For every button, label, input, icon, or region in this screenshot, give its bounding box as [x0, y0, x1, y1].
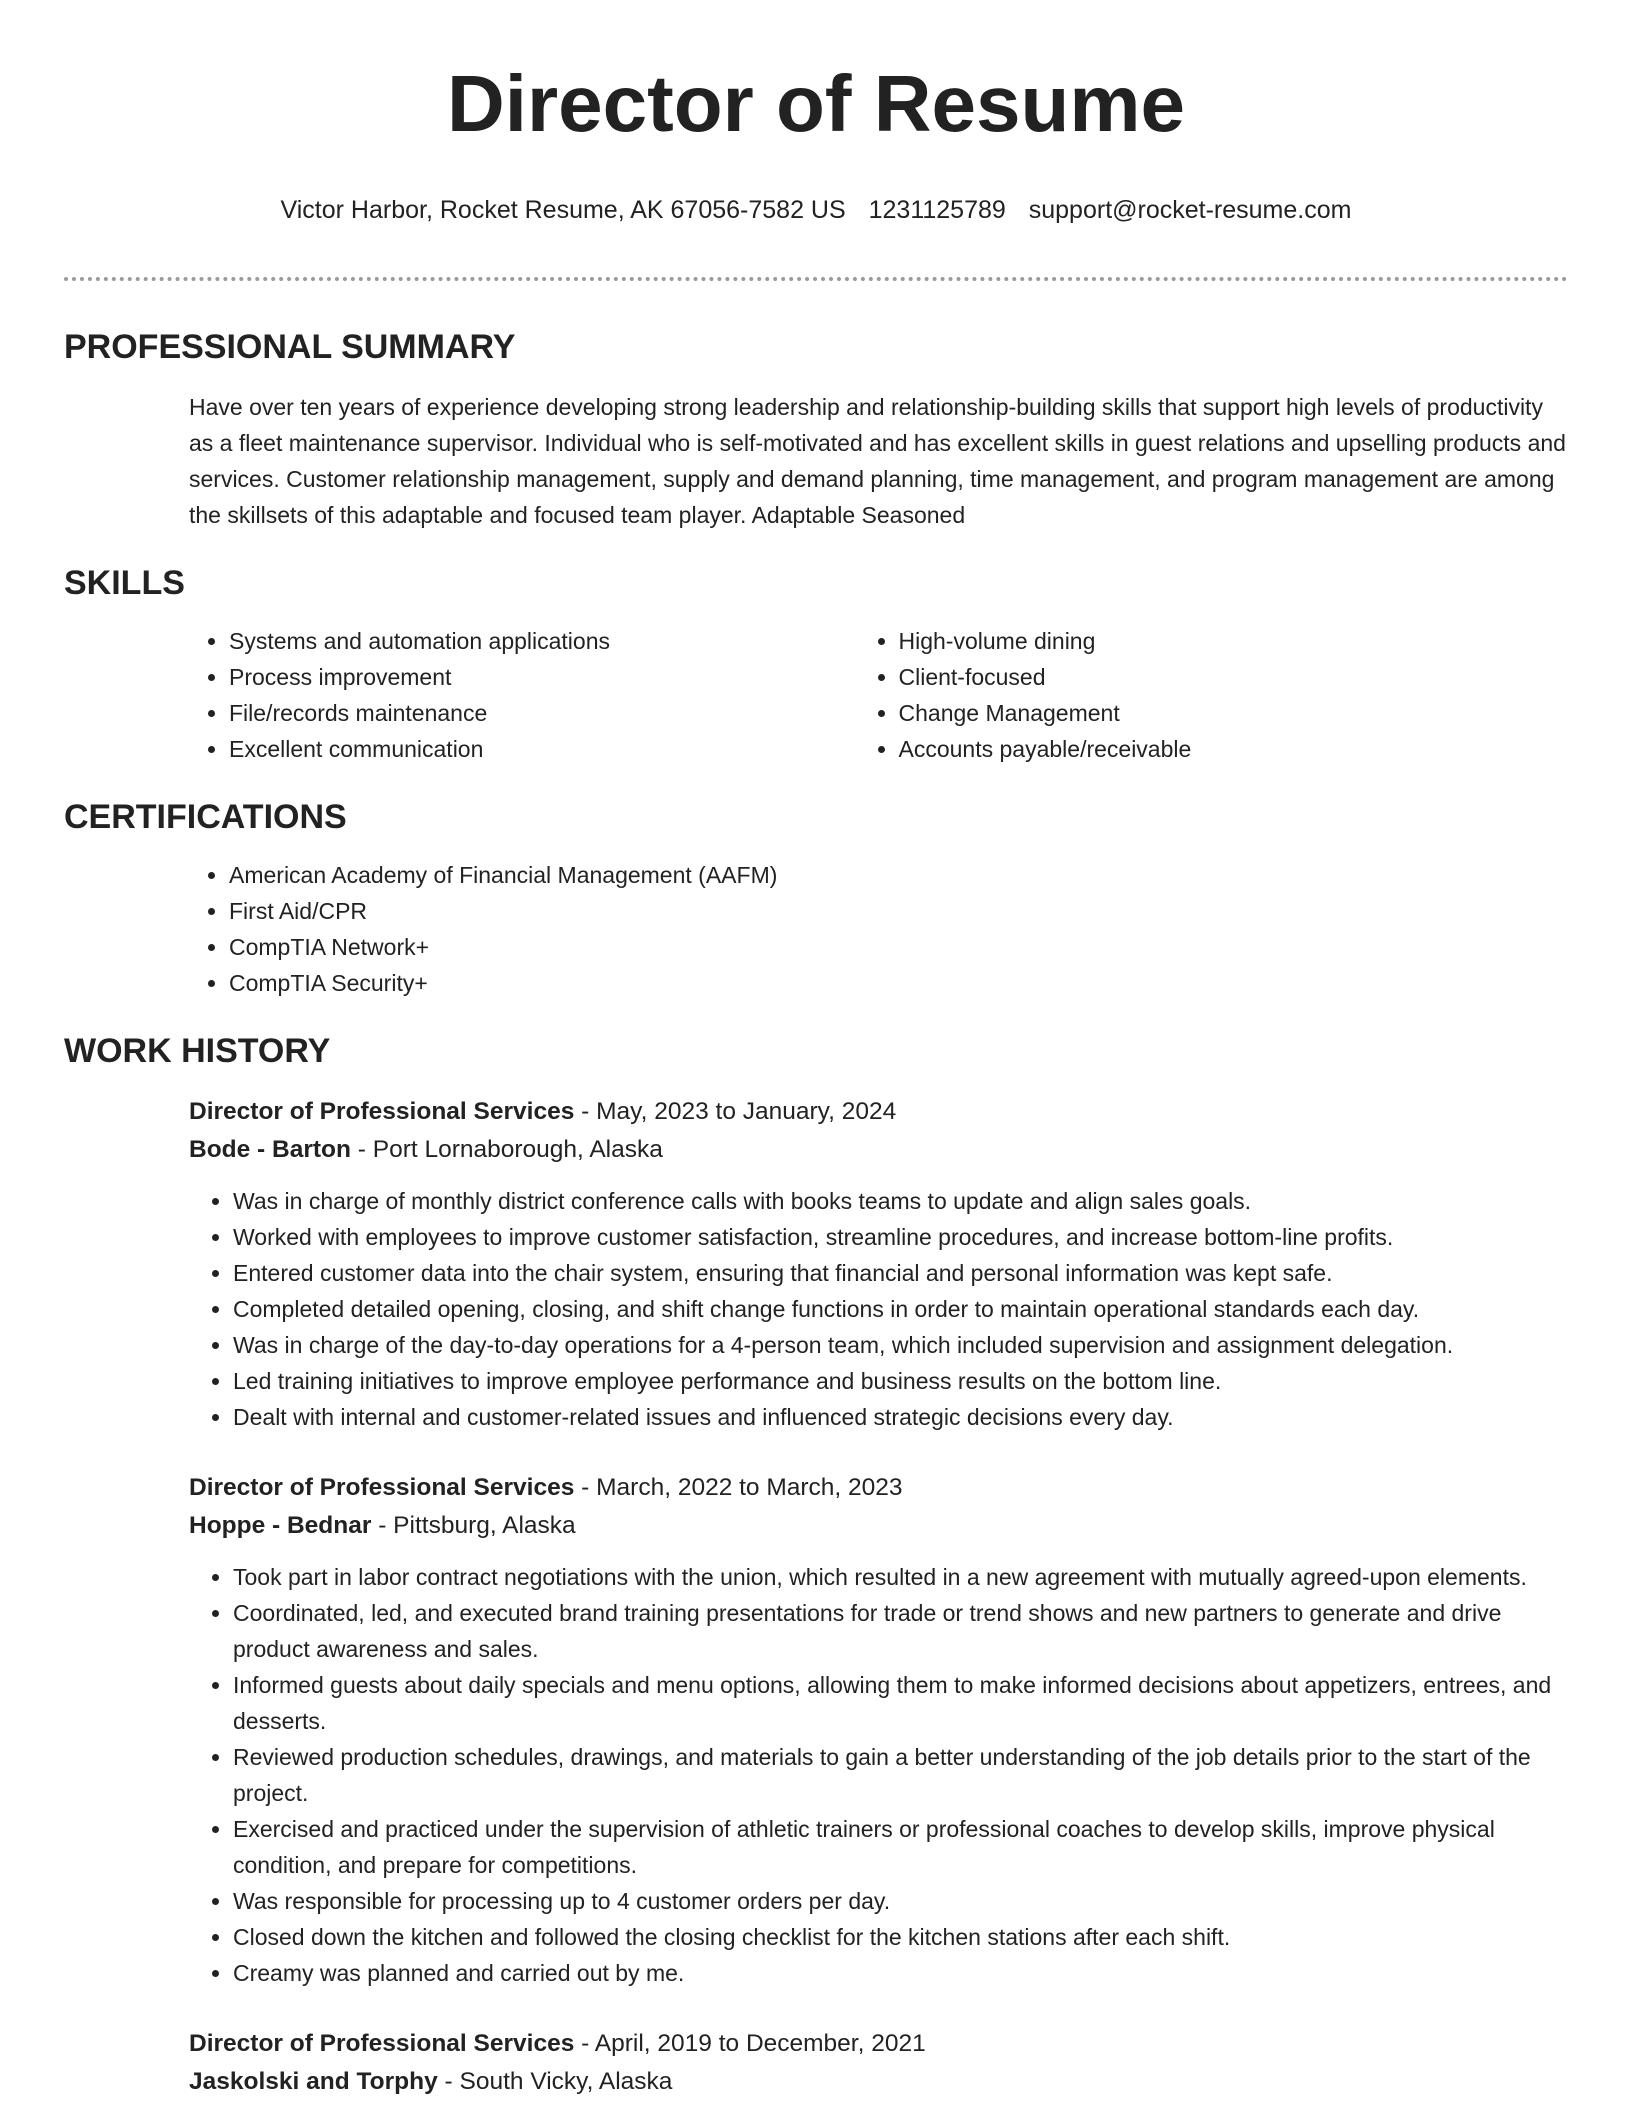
- certifications-section: [64, 797, 1568, 1001]
- list-item: • Completed detailed opening, closing, and shift change functions in order to maintain operational standards each day.: [233, 1291, 1568, 1327]
- job-entry: [189, 2025, 1568, 2101]
- list-item: • CompTIA Network+: [229, 929, 1568, 965]
- job-company-line: [189, 2063, 1568, 2101]
- list-item: • Entered customer data into the chair system, ensuring that financial and personal information was kept safe.: [233, 1255, 1568, 1291]
- job-role-line: [189, 1093, 1568, 1131]
- job-company-line: [189, 1507, 1568, 1545]
- job-role: Director of Professional Services: [189, 2030, 575, 2057]
- work-history-title: WORK HISTORY: [64, 1032, 331, 1070]
- job-role-line: [189, 1469, 1568, 1507]
- list-item: • Systems and automation applications: [229, 623, 899, 659]
- job-company: Hoppe - Bednar: [189, 1512, 372, 1539]
- work-history-section: [64, 1031, 1568, 2101]
- job-location: - Pittsburg, Alaska: [371, 1512, 576, 1539]
- skills-left-list: [229, 623, 899, 767]
- job-role: Director of Professional Services: [189, 1098, 575, 1125]
- job-role-line: [189, 2025, 1568, 2063]
- list-item: • Accounts payable/receivable: [899, 731, 1569, 767]
- list-item: • Took part in labor contract negotiations with the union, which resulted in a new agreement with mutually agreed-upon elements.: [233, 1559, 1568, 1595]
- job-bullets: [189, 1183, 1568, 1435]
- list-item: • Reviewed production schedules, drawings, and materials to gain a better understanding of the job details prior to the start of the project.: [233, 1739, 1568, 1811]
- list-item: • CompTIA Security+: [229, 965, 1568, 1001]
- job-entry: [189, 1093, 1568, 1435]
- resume-header: [0, 0, 1632, 226]
- candidate-name: Director of Resume: [447, 59, 1185, 148]
- skills-section: [64, 563, 1568, 767]
- skills-columns: [229, 623, 1568, 767]
- contact-email[interactable]: support@rocket-resume.com: [1028, 196, 1352, 224]
- job-dates: - March, 2022 to March, 2023: [574, 1474, 903, 1501]
- header-divider: [64, 277, 1568, 281]
- job-location: - South Vicky, Alaska: [437, 2068, 673, 2095]
- certifications-list: [229, 857, 1568, 1001]
- contact-line: [0, 194, 1632, 226]
- list-item: • Coordinated, led, and executed brand training presentations for trade or trend shows and new partners to generate and drive product awareness and sales.: [233, 1595, 1568, 1667]
- list-item: • High-volume dining: [899, 623, 1569, 659]
- job-role: Director of Professional Services: [189, 1474, 575, 1501]
- skills-left-column: [229, 623, 899, 767]
- skills-title: SKILLS: [64, 564, 185, 602]
- skills-right-column: [899, 623, 1569, 767]
- contact-phone: 1231125789: [868, 196, 1006, 224]
- job-company: Jaskolski and Torphy: [189, 2068, 438, 2095]
- list-item: • American Academy of Financial Management (AAFM): [229, 857, 1568, 893]
- job-dates: - May, 2023 to January, 2024: [574, 1098, 897, 1125]
- list-item: • Closed down the kitchen and followed the closing checklist for the kitchen stations after each shift.: [233, 1919, 1568, 1955]
- list-item: • Exercised and practiced under the supervision of athletic trainers or professional coaches to develop skills, improve physical condition, and prepare for competitions.: [233, 1811, 1568, 1883]
- contact-address: Victor Harbor, Rocket Resume, AK 67056-7582 US: [280, 196, 846, 224]
- job-entry: [189, 1469, 1568, 1991]
- list-item: • Process improvement: [229, 659, 899, 695]
- list-item: • First Aid/CPR: [229, 893, 1568, 929]
- list-item: • Was in charge of monthly district conference calls with books teams to update and align sales goals.: [233, 1183, 1568, 1219]
- list-item: • Was in charge of the day-to-day operations for a 4-person team, which included supervision and assignment delegation.: [233, 1327, 1568, 1363]
- list-item: • Change Management: [899, 695, 1569, 731]
- list-item: • Excellent communication: [229, 731, 899, 767]
- summary-text: Have over ten years of experience developing strong leadership and relationship-building skills that support high levels of productivity as a fleet maintenance supervisor. Individual who is self-motivated and has excellent skills in guest relations and upselling products and services. Customer relationship management, supply and demand planning, time management, and program management are among the skillsets of this adaptable and focused team player. Adaptable Seasoned: [189, 394, 1566, 528]
- list-item: • Led training initiatives to improve employee performance and business results on the bottom line.: [233, 1363, 1568, 1399]
- certifications-list-wrap: [229, 857, 1568, 1001]
- list-item: • Dealt with internal and customer-related issues and influenced strategic decisions every day.: [233, 1399, 1568, 1435]
- list-item: • Client-focused: [899, 659, 1569, 695]
- job-company-line: [189, 1131, 1568, 1169]
- summary-section: [64, 327, 1568, 533]
- list-item: • Worked with employees to improve customer satisfaction, streamline procedures, and increase bottom-line profits.: [233, 1219, 1568, 1255]
- list-item: • File/records maintenance: [229, 695, 899, 731]
- skills-right-list: [899, 623, 1569, 767]
- job-location: - Port Lornaborough, Alaska: [350, 1136, 663, 1163]
- list-item: • Informed guests about daily specials and menu options, allowing them to make informed decisions about appetizers, entrees, and desserts.: [233, 1667, 1568, 1739]
- list-item: • Was responsible for processing up to 4 customer orders per day.: [233, 1883, 1568, 1919]
- list-item: • Creamy was planned and carried out by me.: [233, 1955, 1568, 1991]
- summary-title: PROFESSIONAL SUMMARY: [64, 328, 516, 366]
- job-bullets: [189, 1559, 1568, 1991]
- certifications-title: CERTIFICATIONS: [64, 798, 347, 836]
- job-dates: - April, 2019 to December, 2021: [574, 2030, 926, 2057]
- job-company: Bode - Barton: [189, 1136, 351, 1163]
